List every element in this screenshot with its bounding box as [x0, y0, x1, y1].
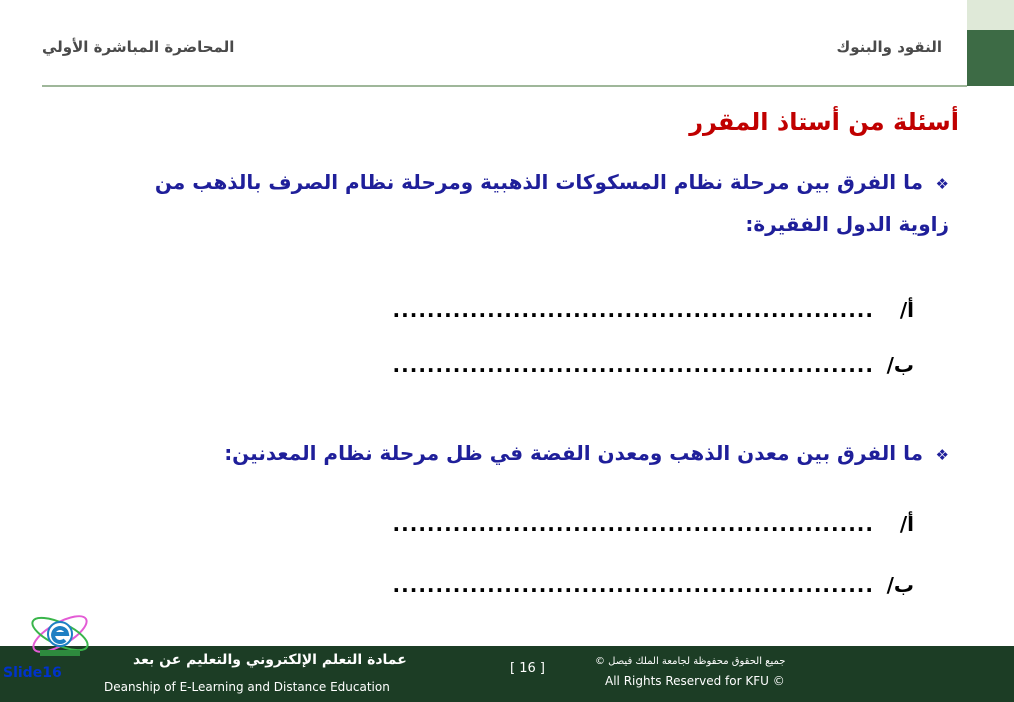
- answer-line: [393, 512, 914, 536]
- footer-bar: [0, 646, 1014, 702]
- question-text: ما الفرق بين معدن الذهب ومعدن الفضة في ظل مرحلة نظام المعدنين:: [224, 441, 923, 465]
- elearning-logo-icon: [20, 604, 100, 664]
- answer-line: [393, 298, 914, 322]
- answer-label: أ/: [899, 512, 914, 536]
- answer-dots: ........................................................: [392, 512, 874, 536]
- answer-label: ب/: [886, 353, 914, 377]
- answer-dots: ........................................................: [392, 573, 874, 597]
- answer-dots: ........................................................: [392, 353, 874, 377]
- question-text: ما الفرق بين مرحلة نظام المسكوكات الذهبية ومرحلة نظام الصرف بالذهب من زاوية الدول الفقيرة:: [154, 170, 949, 236]
- course-title: النقود والبنوك: [836, 38, 942, 56]
- copyright-english: All Rights Reserved for KFU ©: [605, 674, 785, 688]
- side-bar-accent-dark: [967, 30, 1014, 86]
- question-1: [149, 162, 949, 244]
- bullet-icon: ❖: [935, 175, 949, 193]
- answer-line: [393, 573, 914, 597]
- answer-label: ب/: [886, 573, 914, 597]
- deanship-name-english: Deanship of E-Learning and Distance Education: [104, 680, 390, 694]
- answer-label: أ/: [899, 298, 914, 322]
- question-2: [149, 433, 949, 475]
- side-bar-accent-light: [967, 0, 1014, 30]
- bullet-icon: ❖: [935, 446, 949, 464]
- deanship-name-arabic: عمادة التعلم الإلكتروني والتعليم عن بعد: [133, 652, 407, 668]
- answer-line: [393, 353, 914, 377]
- page-number: [ 16 ]: [510, 661, 545, 676]
- slide-number: Slide16: [3, 665, 62, 681]
- copyright-arabic: جميع الحقوق محفوظة لجامعة الملك فيصل ©: [595, 656, 786, 667]
- answer-dots: ........................................................: [392, 298, 874, 322]
- lecture-title: المحاضرة المباشرة الأولي: [42, 38, 235, 56]
- header-divider: [42, 85, 967, 87]
- section-title: أسئلة من أستاذ المقرر: [689, 108, 959, 136]
